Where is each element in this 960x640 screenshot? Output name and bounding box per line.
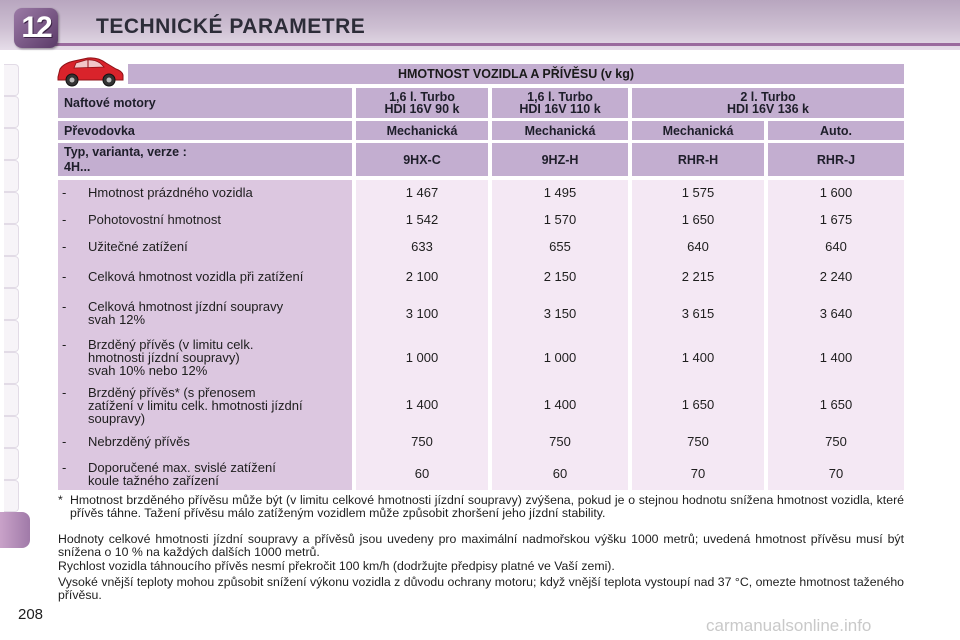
- gearbox-cell: Mechanická: [356, 121, 488, 140]
- chapter-tab[interactable]: [4, 352, 19, 384]
- table-cell: 1 400: [405, 397, 439, 412]
- row-label: Hmotnost prázdného vozidla: [88, 185, 253, 200]
- note-paragraph: Vysoké vnější teploty mohou způsobit snížení výkonu vozidla z důvodu ochrany motoru; když vnější teplota vystoupí nad 37 °C, omezte hmotnost taženého přívěsu.: [58, 575, 904, 602]
- row-label: Užitečné zatížení: [88, 239, 188, 254]
- row-label: Brzděný přívěs (v limitu celk. hmotnosti jízdní soupravy) svah 10% nebo 12%: [88, 337, 254, 378]
- table-cell: 640: [687, 239, 709, 254]
- table-cell: 1 495: [543, 185, 577, 200]
- row-dash: -: [62, 434, 67, 449]
- table-cell: 1 650: [819, 397, 853, 412]
- engine-header: 1,6 l. Turbo HDI 16V 90 k: [356, 88, 488, 118]
- footnote-text: Hmotnost brzděného přívěsu může být (v limitu celkové hmotnosti jízdní soupravy) zvýšena, pokud je o stejnou hodnotu snížena hmotnost vozidla, které přívěs táhne. Tažení přívěsu málo zatíženým vozidlem může způsobit zhoršení jeho jízdní stability.: [70, 493, 904, 520]
- header-rule: [52, 43, 960, 46]
- chapter-tab[interactable]: [4, 224, 19, 256]
- table-cell: 655: [549, 239, 571, 254]
- table-cell: 1 542: [405, 212, 439, 227]
- table-cell: 640: [825, 239, 847, 254]
- row-dash: -: [62, 269, 67, 284]
- table-cell: 1 000: [405, 350, 439, 365]
- table-cell: 2 150: [543, 269, 577, 284]
- chapter-tab[interactable]: [4, 64, 19, 96]
- gearbox-cell: Mechanická: [632, 121, 764, 140]
- type-cell: RHR-J: [768, 143, 904, 176]
- table-cell: 2 240: [819, 269, 853, 284]
- chapter-tab[interactable]: [4, 96, 19, 128]
- footnote: [58, 494, 904, 519]
- table-cell: 1 575: [681, 185, 715, 200]
- gearbox-label: Převodovka: [58, 121, 352, 140]
- engine-header: 2 l. Turbo HDI 16V 136 k: [632, 88, 904, 118]
- table-cell: 3 100: [405, 306, 439, 321]
- type-label: Typ, varianta, verze : 4H...: [58, 143, 352, 176]
- row-label: Doporučené max. svislé zatížení koule tažného zařízení: [88, 460, 276, 488]
- row-label: Pohotovostní hmotnost: [88, 212, 221, 227]
- car-icon: [54, 53, 126, 89]
- type-cell: 9HZ-H: [492, 143, 628, 176]
- gearbox-cell: Auto.: [768, 121, 904, 140]
- engine-label: Naftové motory: [58, 88, 352, 118]
- chapter-tab[interactable]: [4, 160, 19, 192]
- table-cell: 3 150: [543, 306, 577, 321]
- table-cell: 633: [411, 239, 433, 254]
- table-cell: 60: [414, 466, 430, 481]
- chapter-tab[interactable]: [4, 192, 19, 224]
- chapter-tab[interactable]: [4, 448, 19, 480]
- table-cell: 750: [549, 434, 571, 449]
- chapter-number-badge: 12: [14, 8, 58, 48]
- table-cell: 1 570: [543, 212, 577, 227]
- row-dash: -: [62, 460, 67, 475]
- row-dash: -: [62, 212, 67, 227]
- row-label: Celková hmotnost vozidla při zatížení: [88, 269, 304, 284]
- row-dash: -: [62, 385, 67, 400]
- table-cell: 1 467: [405, 185, 439, 200]
- table-cell: 3 640: [819, 306, 853, 321]
- table-cell: 1 400: [543, 397, 577, 412]
- chapter-tab[interactable]: [4, 256, 19, 288]
- note-paragraph: Hodnoty celkové hmotnosti jízdní soupravy a přívěsů jsou uvedeny pro maximální nadmořskou výšku 1000 metrů; uvedená hmotnost přívěsu musí být snížena o 10 % na každých dalších 1000 metrů.: [58, 532, 904, 559]
- row-label: Nebrzděný přívěs: [88, 434, 190, 449]
- page-number: 208: [18, 606, 44, 623]
- page-title: TECHNICKÉ PARAMETRE: [96, 15, 366, 38]
- chapter-tab[interactable]: [4, 480, 19, 512]
- table-title: HMOTNOST VOZIDLA A PŘÍVĚSU (v kg): [128, 64, 904, 84]
- chapter-tab[interactable]: [4, 384, 19, 416]
- type-cell: 9HX-C: [356, 143, 488, 176]
- chapter-tab[interactable]: [4, 320, 19, 352]
- note-paragraph: Rychlost vozidla táhnoucího přívěs nesmí překročit 100 km/h (dodržujte předpisy platné ve Vaší zemi).: [58, 559, 615, 573]
- table-cell: 750: [411, 434, 433, 449]
- table-cell: 2 215: [681, 269, 715, 284]
- chapter-tab-active[interactable]: [0, 512, 30, 548]
- engine-header: 1,6 l. Turbo HDI 16V 110 k: [492, 88, 628, 118]
- table-cell: 1 600: [819, 185, 853, 200]
- table-cell: 1 675: [819, 212, 853, 227]
- table-cell: 70: [690, 466, 706, 481]
- table-cell: 1 650: [681, 397, 715, 412]
- table-cell: 60: [552, 466, 568, 481]
- chapter-tab[interactable]: [4, 288, 19, 320]
- table-cell: 1 000: [543, 350, 577, 365]
- row-dash: -: [62, 185, 67, 200]
- table-cell: 1 400: [819, 350, 853, 365]
- row-dash: -: [62, 299, 67, 314]
- row-label: Brzděný přívěs* (s přenosem zatížení v limitu celk. hmotnosti jízdní soupravy): [88, 385, 303, 426]
- table-cell: 750: [687, 434, 709, 449]
- watermark: carmanualsonline.info: [706, 616, 872, 635]
- table-cell: 3 615: [681, 306, 715, 321]
- table-cell: 70: [828, 466, 844, 481]
- row-label: Celková hmotnost jízdní soupravy svah 12%: [88, 299, 284, 327]
- type-cell: RHR-H: [632, 143, 764, 176]
- gearbox-cell: Mechanická: [492, 121, 628, 140]
- row-dash: -: [62, 239, 67, 254]
- footnote-marker: *: [58, 493, 63, 507]
- table-cell: 2 100: [405, 269, 439, 284]
- chapter-tab[interactable]: [4, 416, 19, 448]
- table-cell: 750: [825, 434, 847, 449]
- chapter-tab-strip: [0, 50, 24, 570]
- row-dash: -: [62, 337, 67, 352]
- table-cell: 1 400: [681, 350, 715, 365]
- table-cell: 1 650: [681, 212, 715, 227]
- chapter-tab[interactable]: [4, 128, 19, 160]
